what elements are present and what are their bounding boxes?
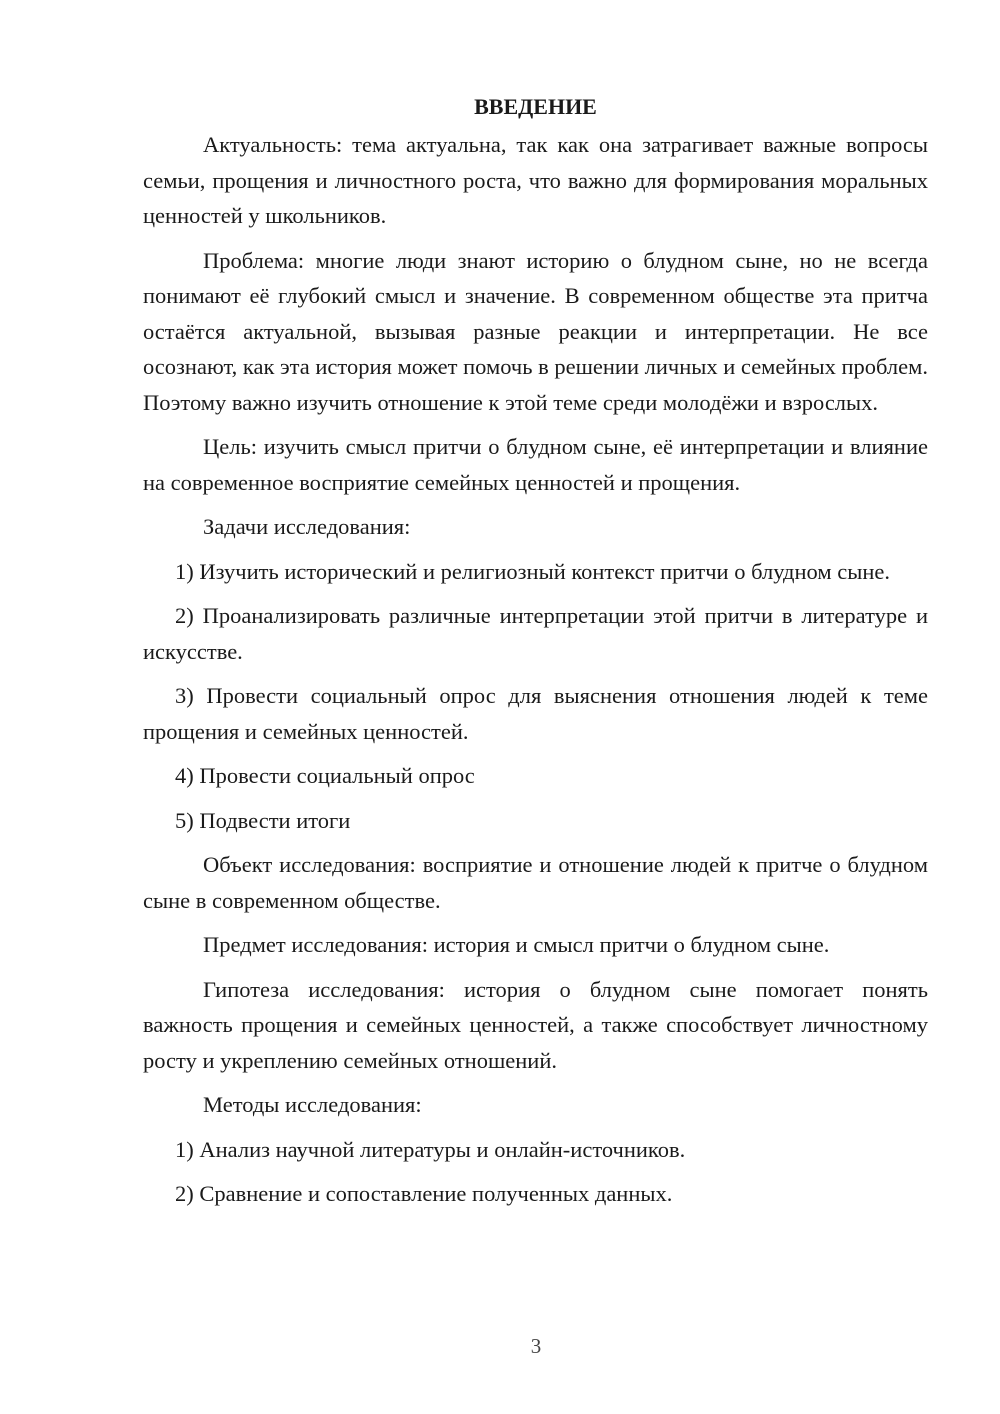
paragraph-hypothesis: Гипотеза исследования: история о блудном сыне помогает понять важность прощения и семейных ценностей, а также способствует личностному росту и укреплению семейных отношений. (143, 976, 928, 1073)
list-item-task-2: 2) Проанализировать различные интерпретации этой притчи в литературе и искусстве. (143, 603, 928, 664)
paragraph-subject: Предмет исследования: история и смысл притчи о блудном сыне. (203, 932, 830, 957)
document-title: ВВЕДЕНИЕ (474, 94, 597, 119)
document-page (143, 90, 928, 1221)
paragraph-relevance: Актуальность: тема актуальна, так как она затрагивает важные вопросы семьи, прощения и личностного роста, что важно для формирования моральных ценностей у школьников. (143, 132, 928, 228)
list-item-method-1: 1) Анализ научной литературы и онлайн-источников. (175, 1136, 686, 1162)
list-item-method-2: 2) Сравнение и сопоставление полученных данных. (175, 1181, 673, 1206)
list-item-task-5: 5) Подвести итоги (175, 807, 351, 833)
paragraph-goal: Цель: изучить смысл притчи о блудном сыне, её интерпретации и влияние на современное восприятие семейных ценностей и прощения. (143, 434, 928, 495)
paragraph-tasks-heading: Задачи исследования: (203, 514, 411, 539)
paragraph-methods-heading: Методы исследования: (203, 1092, 422, 1117)
list-item-task-3: 3) Провести социальный опрос для выяснения отношения людей к теме прощения и семейных ценностей. (143, 683, 928, 744)
paragraph-object: Объект исследования: восприятие и отношение людей к притче о блудном сыне в современном обществе. (143, 852, 928, 913)
list-item-task-4: 4) Провести социальный опрос (175, 763, 475, 788)
paragraph-problem: Проблема: многие люди знают историю о блудном сыне, но не всегда понимают её глубокий смысл и значение. В современном обществе эта притча остаётся актуальной, вызывая разные реакции и интерпретации. Не все осознают, как эта история может помочь в решении личных и семейных проблем. Поэтому важно изучить отношение к этой теме среди молодёжи и взрослых. (143, 247, 928, 415)
list-item-task-1: 1) Изучить исторический и религиозный контекст притчи о блудном сыне. (175, 558, 890, 584)
page-number: 3 (530, 1334, 542, 1358)
